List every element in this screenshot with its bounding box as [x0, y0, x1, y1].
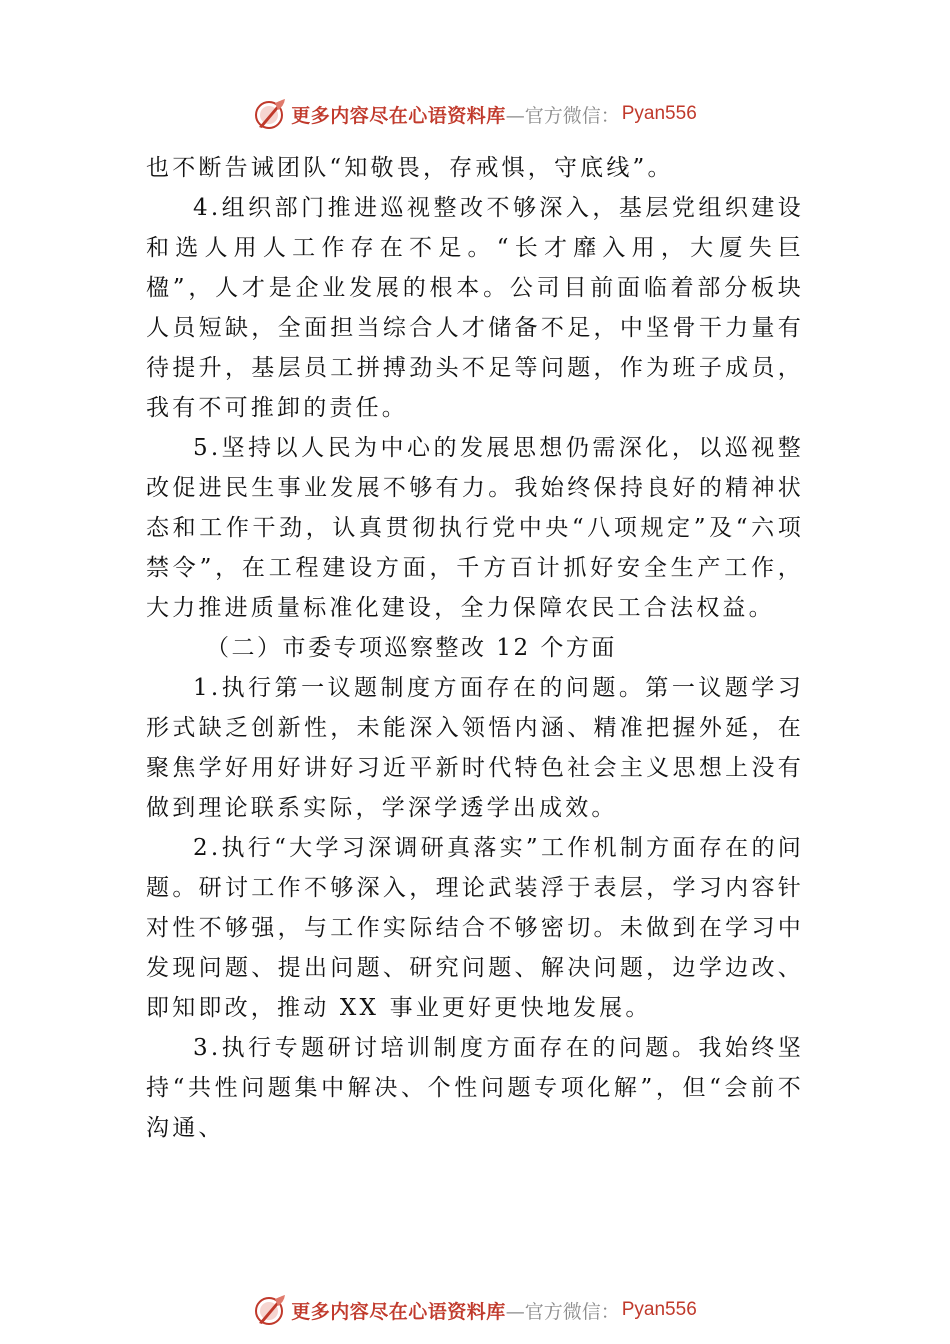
paragraph-item-4: 4.组织部门推进巡视整改不够深入，基层党组织建设和选人用人工作存在不足。“长才靡入用，大厦失巨楹”，人才是企业发展的根本。公司目前面临着部分板块人员短缺，全面担当综合人才储备不足，中坚骨干力量有待提升，基层员工拼搏劲头不足等问题，作为班子成员，我有不可推卸的责任。: [146, 195, 804, 421]
watermark-banner-bottom: [0, 1290, 950, 1330]
watermark-wechat-id: Pyan556: [621, 103, 697, 124]
paragraph-sub-item-1: 1.执行第一议题制度方面存在的问题。第一议题学习形式缺乏创新性，未能深入领悟内涵、精准把握外延，在聚焦学好用好讲好习近平新时代特色社会主义思想上没有做到理论联系实际，学深学透学出成效。: [146, 675, 804, 821]
paragraph-item-5: 5.坚持以人民为中心的发展思想仍需深化，以巡视整改促进民生事业发展不够有力。我始终保持良好的精神状态和工作干劲，认真贯彻执行党中央“八项规定”及“六项禁令”，在工程建设方面，千方百计抓好安全生产工作，大力推进质量标准化建设，全力保障农民工合法权益。: [146, 435, 804, 621]
watermark-separator: —官方微信：: [505, 1300, 620, 1323]
paragraph-continuation: 也不断告诫团队“知敬畏，存戒惧，守底线”。: [146, 155, 674, 181]
paragraph-sub-item-2: 2.执行“大学习深调研真落实”工作机制方面存在的问题。研讨工作不够深入，理论武装浮于表层，学习内容针对性不够强，与工作实际结合不够密切。未做到在学习中发现问题、提出问题、研究问题、解决问题，边学边改、即知即改，推动 XX 事业更好更快地发展。: [146, 835, 804, 1021]
watermark-wechat-id: Pyan556: [621, 1299, 697, 1320]
watermark-main-text: 更多内容尽在心语资料库: [291, 104, 506, 127]
watermark-separator: —官方微信：: [505, 104, 620, 127]
watermark-main-text: 更多内容尽在心语资料库: [291, 1300, 506, 1323]
quill-logo-icon: [253, 97, 287, 131]
paragraph-sub-item-3: 3.执行专题研讨培训制度方面存在的问题。我始终坚持“共性问题集中解决、个性问题专项化解”，但“会前不沟通、: [146, 1035, 804, 1141]
document-body: [146, 148, 804, 1148]
watermark-banner-top: [0, 94, 950, 134]
quill-logo-icon: [253, 1293, 287, 1327]
section-heading: （二）市委专项巡察整改 12 个方面: [206, 635, 617, 661]
